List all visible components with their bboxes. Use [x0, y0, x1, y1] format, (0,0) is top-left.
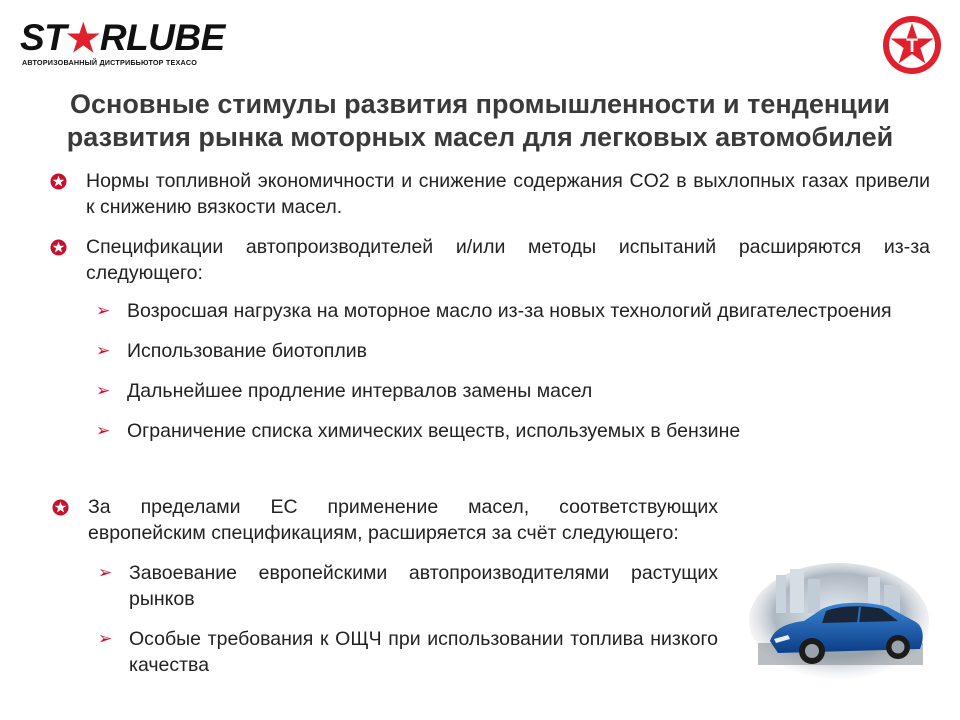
bullet-text: Нормы топливной экономичности и снижение содержания CO2 в выхлопных газах привели к снижению вязкости масел.	[86, 170, 930, 218]
logo-wordmark	[20, 18, 242, 58]
star-circle-icon	[52, 499, 69, 516]
bullet-item	[50, 168, 930, 220]
arrow-right-icon: ➢	[96, 301, 111, 320]
bullet-text: За пределами ЕС применение масел, соответствующих европейским спецификациям, расширяется за счёт следующего:	[88, 496, 718, 544]
sub-bullet-text: Особые требования к ОЩЧ при использовании топлива низкого качества	[129, 628, 718, 676]
section-outside-eu	[52, 494, 718, 678]
sub-bullet-item	[50, 418, 930, 444]
content	[50, 168, 930, 444]
sub-bullet-item	[50, 338, 930, 364]
sub-bullet-text: Использование биотоплив	[127, 340, 367, 362]
car-image	[748, 563, 930, 681]
sub-bullet-item	[50, 298, 930, 324]
sub-bullet-text: Ограничение списка химических веществ, используемых в бензине	[127, 420, 741, 442]
starlube-logo	[20, 18, 242, 74]
arrow-right-icon: ➢	[98, 629, 113, 648]
logo-text-right: RLUBE	[99, 17, 225, 58]
logo-text-left: ST	[20, 17, 67, 58]
bullet-item	[52, 494, 718, 546]
star-circle-icon	[50, 173, 67, 190]
sub-bullet-text: Завоевание европейскими автопроизводителями растущих рынков	[129, 562, 718, 610]
arrow-right-icon: ➢	[98, 563, 113, 582]
arrow-right-icon: ➢	[96, 341, 111, 360]
svg-text:T: T	[906, 36, 918, 57]
sub-bullet-text: Возросшая нагрузка на моторное масло из-за новых технологий двигателестроения	[127, 300, 892, 322]
sub-bullet-item	[50, 378, 930, 404]
sub-bullet-text: Дальнейшее продление интервалов замены масел	[127, 380, 593, 402]
bullet-text: Спецификации автопроизводителей и/или методы испытаний расширяются из-за следующего:	[86, 236, 930, 284]
arrow-right-icon: ➢	[96, 381, 111, 400]
page-title: Основные стимулы развития промышленности и тенденции развития рынка моторных масел для легковых автомобилей	[66, 89, 894, 152]
texaco-logo-icon	[882, 15, 942, 75]
arrow-right-icon: ➢	[96, 421, 111, 440]
star-icon: ★	[66, 18, 100, 60]
sub-bullet-item	[52, 560, 718, 612]
bullet-item	[50, 234, 930, 286]
sub-bullet-item	[52, 626, 718, 678]
star-circle-icon	[50, 239, 67, 256]
logo-subtitle: АВТОРИЗОВАННЫЙ ДИСТРИБЬЮТОР TEXACO	[22, 58, 198, 67]
